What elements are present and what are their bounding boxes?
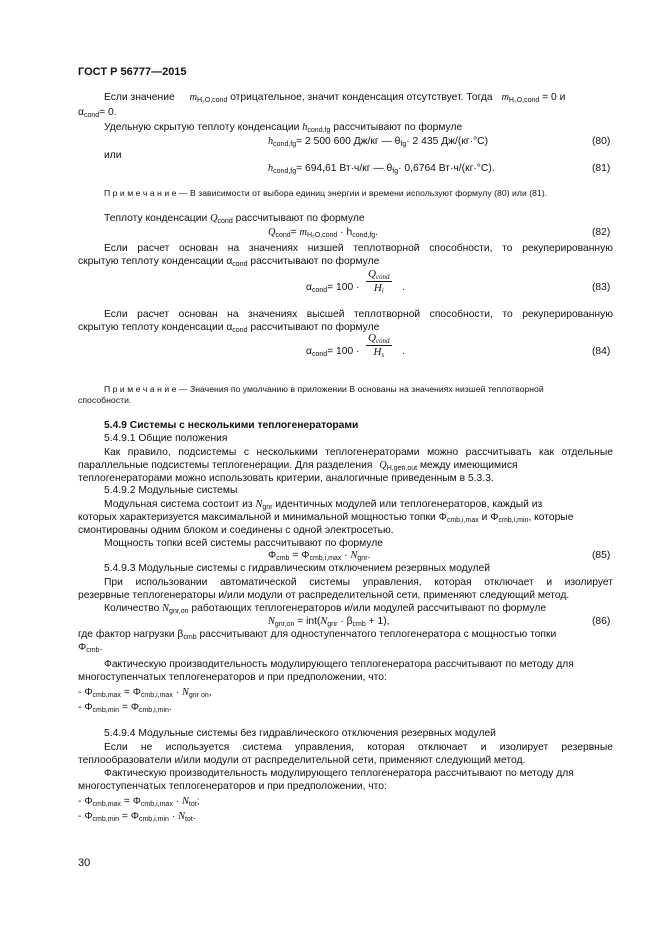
formula-81: $h_{cond,fg}= 694,61$ Вт·ч/кг — $\theta_{fg}\cdot 0,6764$ Вт·ч/(кг·°С). <box>268 163 495 175</box>
paragraph-higher-heating-cont: скрытую теплоту конденсации $\alpha_{cond}$ рассчитывают по формуле <box>78 322 380 334</box>
paragraph-actual-perf-b: Фактическую производительность модулирующего теплогенератора рассчитывают по методу для <box>104 768 574 779</box>
formula-80: $h_{cond,fg}= 2$ 500 600 Дж/кг — $\theta_{fg}\cdot 2$ 435 Дж/(кг·°С) <box>268 136 488 148</box>
paragraph-lower-heating-cont: скрытую теплоту конденсации $\alpha_{cond}$ рассчитывают по формуле <box>78 256 380 268</box>
paragraph-auto-control: При использовании автоматической системы управления, которая отключает и изолирует <box>104 577 613 588</box>
document-header: ГОСТ Р 56777—2015 <box>78 66 187 78</box>
formula-83-dot: . <box>402 282 405 293</box>
paragraph-total-power: Мощность топки всей системы рассчитывают по формуле <box>104 538 383 549</box>
list-item-cmb-min: - $\Phi_{cmb,min} = \Phi_{cmb,i,min}$. <box>78 702 172 714</box>
paragraph-actual-perf-2: многоступенчатых теплогенераторов и при предположении, что: <box>78 672 387 683</box>
paragraph-modular-1: Модульная система состоит из $N_{gnr}$ идентичных модулей или теплогенераторов, каждый из <box>104 499 543 511</box>
formula-85: $\Phi_{cmb} = \Phi_{cmb,i,max} \cdot N_{gnr}$. <box>268 550 371 562</box>
subsection-heading-5-4-9-4: 5.4.9.4 Модульные системы без гидравлического отключения резервных модулей <box>104 728 496 739</box>
paragraph-multi-gen-3: теплогенераторами можно использовать критерии, аналогичные приведенным в 5.3.3. <box>78 473 494 484</box>
subsection-heading-5-4-9-2: 5.4.9.2 Модульные системы <box>104 485 238 496</box>
paragraph-modular-2: которых характеризуется максимальной и минимальной мощностью топки $\Phi_{cmb,i,max}$ и $\Phi_{cmb,i,min}$, которые <box>78 512 574 524</box>
formula-84-left: $\alpha_{cond}= 100$ · <box>306 346 360 358</box>
formula-83-left: $\alpha_{cond}= 100$ · <box>306 282 360 294</box>
paragraph-lower-heating: Если расчет основан на значениях низшей теплотворной способности, то рекуперированную <box>104 243 613 254</box>
subsection-heading-5-4-9-1: 5.4.9.1 Общие положения <box>104 433 228 444</box>
equation-number-80: (80) <box>592 136 611 147</box>
paragraph-modular-3: смонтированы одним блоком и соединены с одной электросетью. <box>78 525 394 536</box>
subsection-heading-5-4-9-3: 5.4.9.3 Модульные системы с гидравлическим отключением резервных модулей <box>104 563 491 574</box>
equation-number-81: (81) <box>592 163 611 174</box>
paragraph-load-factor: где фактор нагрузки $\beta_{cmb}$ рассчитывают для одноступенчатого теплогенератора с мощностью топки <box>78 629 557 641</box>
equation-number-83: (83) <box>592 282 611 293</box>
paragraph-no-control: Если не используется система управления, которая отключает и изолирует резервные <box>104 742 613 753</box>
list-item-cmb-max: - $\Phi_{cmb,max} = \Phi_{cmb,i,max} \cdot N_{gnr on}$, <box>78 687 212 699</box>
paragraph-actual-perf: Фактическую производительность модулирующего теплогенератора рассчитывают по методу для <box>104 659 574 670</box>
paragraph-latent-heat: Удельную скрытую теплоту конденсации $h_{cond,fg}$ рассчитывают по формуле <box>104 122 463 134</box>
formula-82: $Q_{cond}= m_{H_2O,cond} \cdot h_{cond,fg}$. <box>268 227 379 239</box>
paragraph-actual-perf-b-2: многоступенчатых теплогенераторов и при предположении, что: <box>78 781 387 792</box>
page-number: 30 <box>78 857 91 869</box>
fraction-83: $Q_{cond}$ $H_i$ <box>368 268 390 295</box>
note-formula-choice: П р и м е ч а н и е — В зависимости от выбора единиц энергии и времени используют формулу (80) или (81). <box>104 188 548 198</box>
fraction-84: $Q_{cond}$ $H_s$ <box>368 332 390 359</box>
paragraph-condensation-intro: Если значение $m_{H_2O,cond}$ отрицательное, значит конденсация отсутствует. Тогда $m_{H_2O,cond} = 0$ и <box>104 92 566 104</box>
paragraph-alpha-zero: $\alpha_{cond}= 0$. <box>78 107 117 119</box>
section-heading-5-4-9: 5.4.9 Системы с несколькими теплогенераторами <box>104 420 359 431</box>
note-default-values: П р и м е ч а н и е — Значения по умолчанию в приложении В основаны на значениях низшей теплотворной <box>104 384 544 394</box>
paragraph-multi-gen: Как правило, подсистемы с несколькими теплогенераторами можно рассчитывать как отдельные <box>104 447 613 458</box>
list-item-cmb-max-b: - $\Phi_{cmb,max} = \Phi_{cmb,i,max} \cdot N_{tot}$; <box>78 796 200 808</box>
equation-number-85: (85) <box>592 550 611 561</box>
paragraph-higher-heating: Если расчет основан на значениях высшей теплотворной способности, то рекуперированную <box>104 309 613 320</box>
equation-number-86: (86) <box>592 616 611 627</box>
formula-84-dot: . <box>402 346 405 357</box>
paragraph-load-factor-2: $\Phi_{cmb}$. <box>78 642 103 654</box>
list-item-cmb-min-b: - $\Phi_{cmb,min} = \Phi_{cmb,i,min} \cdot N_{tot}$. <box>78 811 196 823</box>
paragraph-no-control-2: теплообразователи и/или модули от распределительной сети, применяют следующий метод. <box>78 755 526 766</box>
equation-number-84: (84) <box>592 346 611 357</box>
formula-86: $N_{gnr,on} = int(N_{gnr} \cdot \beta_{cmb} + 1)$, <box>268 616 390 628</box>
paragraph-auto-control-2: резервные теплогенераторы и/или модули от распределительной сети, применяют следующий метод. <box>78 590 570 601</box>
text-or: или <box>104 150 122 161</box>
paragraph-multi-gen-2: параллельные подсистемы теплогенерации. Для разделения $Q_{H,gen,out}$ между имеющимися <box>78 460 518 472</box>
paragraph-count-on: Количество $N_{gnr,on}$ работающих теплогенераторов и/или модулей рассчитывают по формуле <box>104 603 547 615</box>
note-default-values-cont: способности. <box>78 395 132 405</box>
equation-number-82: (82) <box>592 227 611 238</box>
paragraph-condensation-heat: Теплоту конденсации $Q_{cond}$ рассчитывают по формуле <box>104 213 365 225</box>
